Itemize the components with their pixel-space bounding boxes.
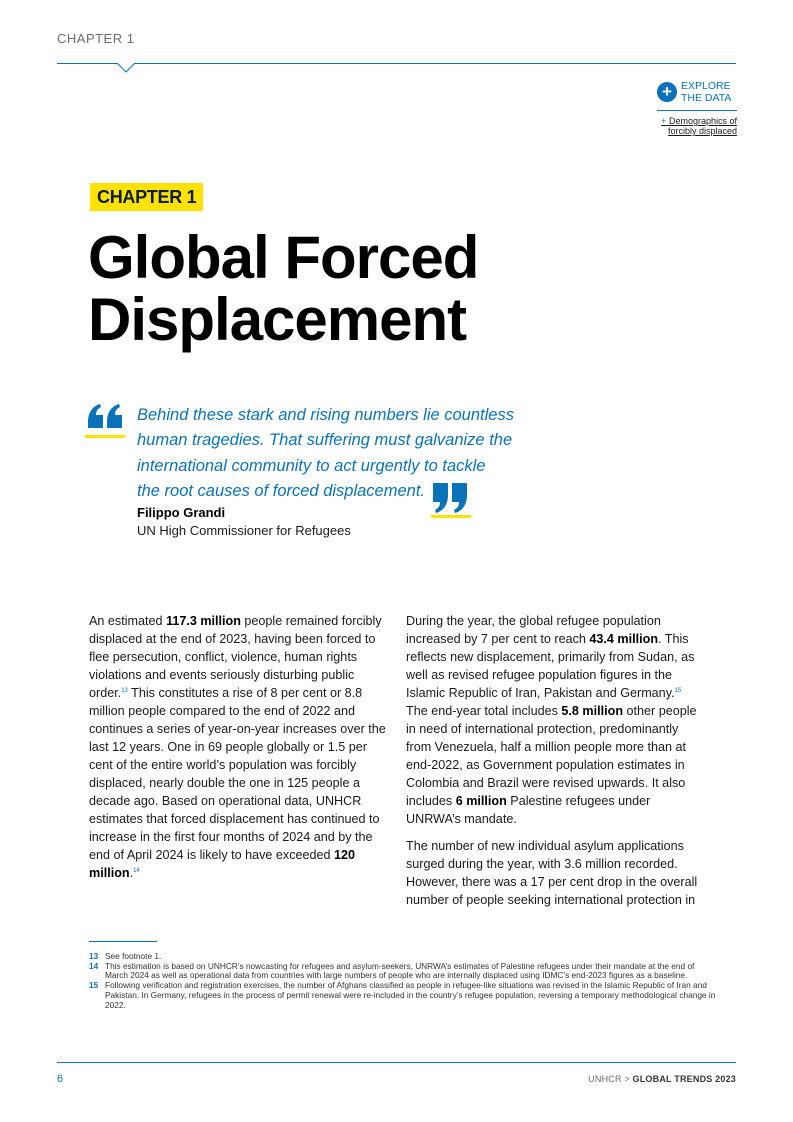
header-rule bbox=[57, 63, 736, 64]
running-head: CHAPTER 1 bbox=[57, 31, 135, 46]
text-run: During the year, the global refugee population increased by 7 per cent to reach bbox=[406, 614, 661, 646]
footnote-number: 14 bbox=[89, 960, 99, 971]
plus-icon: + bbox=[657, 82, 677, 102]
highlight-figure: 117.3 million bbox=[166, 614, 241, 628]
page-number: 6 bbox=[57, 1073, 64, 1085]
footnote-rule bbox=[89, 941, 157, 942]
demographics-link-line1: Demographics of bbox=[668, 116, 737, 126]
footnote-text: This estimation is based on UNHCR’s nowcasting for refugees and asylum-seekers, UNRWA’s estimates of Palestine refugees under their mandate at the end of March 2024 as well as operational data from countries with large numbers of people who are internally displaced using IDMC’s end-2023 figures as a baseline. bbox=[105, 960, 695, 981]
highlight-figure: 43.4 million bbox=[589, 632, 659, 646]
footnote-number: 13 bbox=[89, 951, 99, 961]
text-run: other people in need of international protection, predominantly from Venezuela, half a million people more than at end-2022, as Government population estimates in Colombia and Brazil were revised upwards. It also includes bbox=[406, 704, 697, 808]
text-run: An estimated bbox=[89, 614, 167, 628]
footer-rule bbox=[57, 1062, 736, 1063]
open-quote-icon bbox=[85, 398, 127, 440]
body-paragraph bbox=[406, 612, 706, 828]
title-line2: Displacement bbox=[88, 286, 467, 353]
quote-line: human tragedies. That suffering must galvanize the bbox=[137, 431, 513, 450]
quote-line: the root causes of forced displacement. bbox=[137, 481, 425, 500]
footnote-15 bbox=[89, 981, 719, 1010]
footnote-text: Following verification and registration exercises, the number of Afghans classified as people in refugee-like situations was revised in the Islamic Republic of Iran and Pakistan. In Germany, refugees in the process of permit renewal were re-included in the country’s refugee population, reversing a temporary methodological change in 2022. bbox=[105, 980, 716, 1010]
body-column-right bbox=[406, 612, 706, 918]
header-notch bbox=[117, 63, 135, 73]
text-run: Palestine refugees under UNRWA’s mandate. bbox=[406, 794, 651, 826]
text-run: The end-year total includes bbox=[406, 704, 562, 718]
body-paragraph: The number of new individual asylum applications surged during the year, with 3.6 million recorded. However, there was a 17 per cent drop in the overall number of people seeking international protection in bbox=[406, 839, 698, 907]
footnotes bbox=[89, 952, 719, 1010]
explore-label bbox=[681, 80, 731, 104]
body-column-left bbox=[89, 612, 389, 891]
quote-author-role: UN High Commissioner for Refugees bbox=[137, 523, 351, 538]
highlight-figure: 6 million bbox=[455, 794, 507, 808]
text-run: people remained forcibly displaced at the end of 2023, having been forced to flee persecution, conflict, violence, human rights violations and events seriously disturbing public order. bbox=[89, 614, 382, 700]
footer-brand-org: UNHCR > bbox=[588, 1074, 633, 1084]
title-line1: Global Forced bbox=[88, 224, 479, 291]
explore-the-data bbox=[657, 80, 737, 136]
footnote-14 bbox=[89, 962, 719, 981]
footer-brand-report: GLOBAL TRENDS 2023 bbox=[632, 1074, 736, 1084]
explore-label-line1: EXPLORE bbox=[681, 80, 731, 92]
footnote-ref[interactable]: 15 bbox=[674, 687, 682, 694]
text-run: . This reflects new displacement, primarily from Sudan, as well as revised refugee population figures in the Islamic Republic of Iran, Pakistan and Germany. bbox=[406, 632, 695, 700]
explore-label-line2: THE DATA bbox=[681, 92, 732, 104]
chapter-badge: CHAPTER 1 bbox=[90, 183, 203, 211]
page-title bbox=[88, 224, 479, 353]
footnote-number: 15 bbox=[89, 980, 99, 991]
demographics-link[interactable] bbox=[657, 116, 737, 136]
footnote-ref[interactable]: 14 bbox=[133, 867, 140, 874]
footer-brand bbox=[588, 1074, 736, 1084]
highlight-figure: 5.8 million bbox=[561, 704, 624, 718]
explore-data-button[interactable] bbox=[657, 80, 737, 104]
text-run: . bbox=[129, 866, 134, 880]
footnote-text: See footnote 1. bbox=[105, 951, 162, 961]
explore-rule bbox=[657, 110, 737, 111]
highlight-figure: 120 million bbox=[89, 848, 356, 880]
body-paragraph bbox=[89, 612, 389, 882]
text-run: This constitutes a rise of 8 per cent or 8.8 million people compared to the end of 2022 and continues a series of year-on-year increases over the last 12 years. One in 69 people globally or 1.5 per cent of the entire world’s population was forcibly displaced, nearly double the one in 125 people a decade ago. Based on operational data, UNHCR estimates that forced displacement has continued to increase in the first four months of 2024 and by the end of April 2024 is likely to have exceeded bbox=[89, 686, 386, 862]
quote-author: Filippo Grandi bbox=[137, 505, 226, 520]
quote-line: Behind these stark and rising numbers lie countless bbox=[137, 406, 514, 424]
demographics-link-line2: forcibly displaced bbox=[667, 126, 737, 136]
quote-line: international community to act urgently to tackle bbox=[137, 456, 486, 475]
close-quote-icon bbox=[430, 477, 472, 519]
link-plus-mark: + bbox=[661, 116, 667, 126]
footnote-ref[interactable]: 13 bbox=[121, 687, 128, 694]
